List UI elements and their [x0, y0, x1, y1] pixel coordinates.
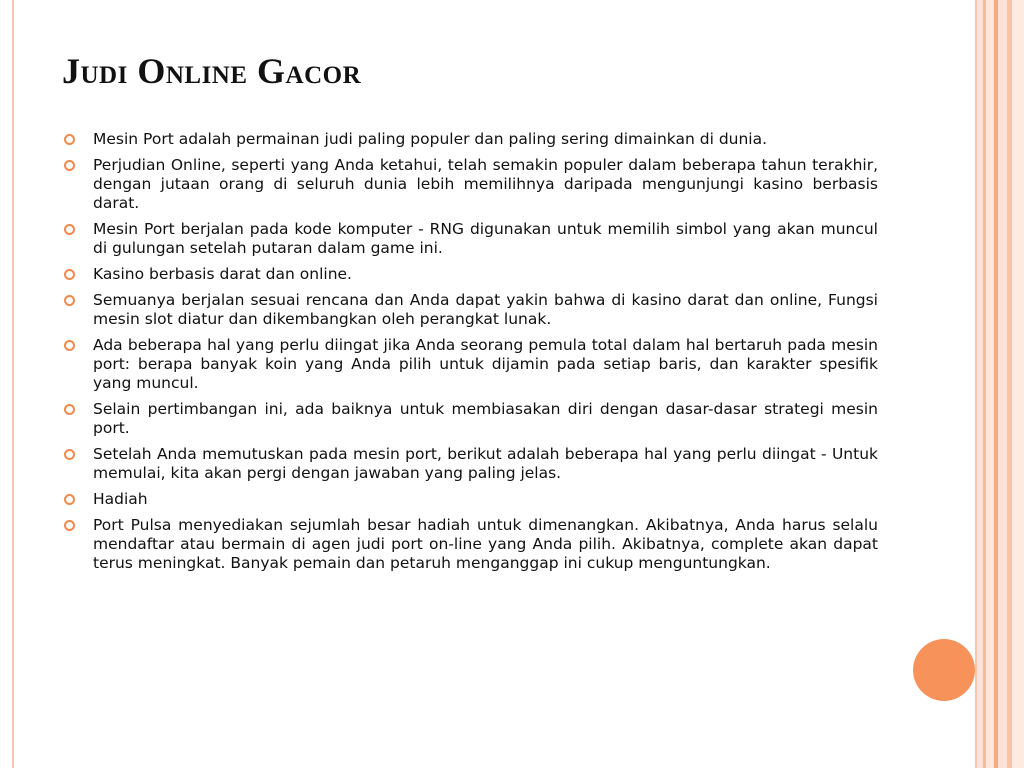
circle-outline-icon	[64, 160, 75, 171]
bullet-text: Mesin Port adalah permainan judi paling populer dan paling sering dimainkan di dunia.	[93, 130, 768, 148]
bullet-text: Hadiah	[93, 490, 148, 508]
bullet-item	[62, 265, 878, 284]
bullet-text: Semuanya berjalan sesuai rencana dan Anda dapat yakin bahwa di kasino darat dan online, Fungsi mesin slot diatur dan dikembangkan oleh perangkat lunak.	[93, 291, 878, 328]
slide-title: Judi Online Gacor	[62, 51, 362, 91]
bullet-item	[62, 516, 878, 573]
stripe	[1012, 0, 1024, 768]
bullet-text: Setelah Anda memutuskan pada mesin port, berikut adalah beberapa hal yang perlu diingat - Untuk memulai, kita akan pergi dengan jawaban yang paling jelas.	[93, 445, 878, 482]
bullet-text: Port Pulsa menyediakan sejumlah besar hadiah untuk dimenangkan. Akibatnya, Anda harus selalu mendaftar atau bermain di agen judi port on-line yang Anda pilih. Akibatnya, complete akan dapat terus meningkat. Banyak pemain dan petaruh menganggap ini cukup menguntungkan.	[93, 516, 878, 572]
circle-outline-icon	[64, 134, 75, 145]
bullet-text: Selain pertimbangan ini, ada baiknya untuk membiasakan diri dengan dasar-dasar strategi mesin port.	[93, 400, 878, 437]
circle-outline-icon	[64, 340, 75, 351]
bullet-item	[62, 445, 878, 483]
decorative-circle	[913, 639, 975, 701]
bullet-item	[62, 336, 878, 393]
bullet-text: Perjudian Online, seperti yang Anda ketahui, telah semakin populer dalam beberapa tahun terakhir, dengan jutaan orang di seluruh dunia lebih memilihnya daripada mengunjungi kasino berbasis darat.	[93, 156, 878, 212]
circle-outline-icon	[64, 494, 75, 505]
bullet-item	[62, 490, 878, 509]
circle-outline-icon	[64, 269, 75, 280]
stripe	[998, 0, 1007, 768]
bullet-text: Ada beberapa hal yang perlu diingat jika Anda seorang pemula total dalam hal bertaruh pada mesin port: berapa banyak koin yang Anda pilih untuk dijamin pada setiap baris, dan karakter spesifik yang muncul.	[93, 336, 878, 392]
bullet-list	[62, 130, 878, 580]
circle-outline-icon	[64, 295, 75, 306]
bullet-text: Kasino berbasis darat dan online.	[93, 265, 352, 283]
bullet-text: Mesin Port berjalan pada kode komputer - RNG digunakan untuk memilih simbol yang akan muncul di gulungan setelah putaran dalam game ini.	[93, 220, 878, 257]
bullet-item	[62, 130, 878, 149]
circle-outline-icon	[64, 520, 75, 531]
circle-outline-icon	[64, 224, 75, 235]
bullet-item	[62, 400, 878, 438]
decorative-stripes	[977, 0, 1024, 768]
stripe	[986, 0, 994, 768]
circle-outline-icon	[64, 404, 75, 415]
bullet-item	[62, 220, 878, 258]
bullet-item	[62, 291, 878, 329]
bullet-item	[62, 156, 878, 213]
circle-outline-icon	[64, 449, 75, 460]
